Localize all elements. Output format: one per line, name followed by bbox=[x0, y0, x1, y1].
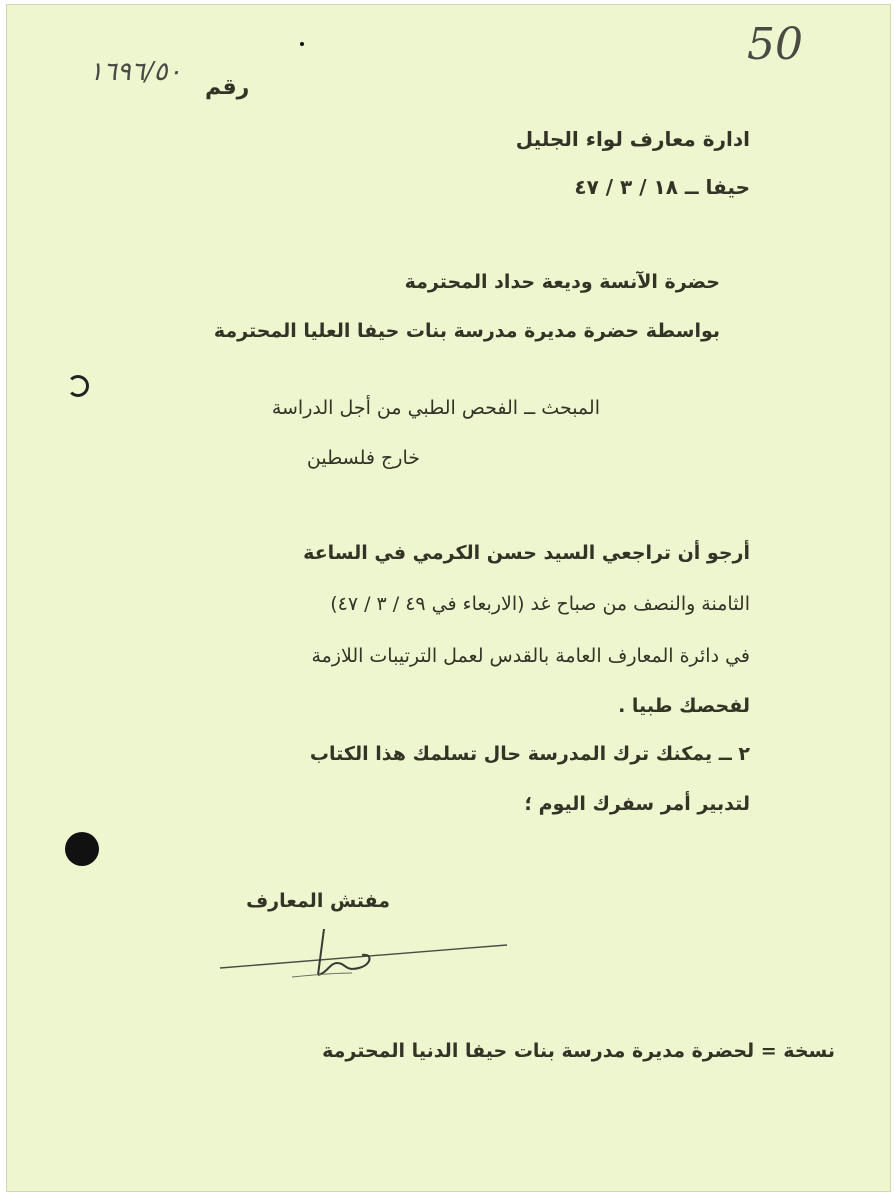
body-line-4: لفحصك طبيا . bbox=[618, 695, 750, 717]
body-line-3: في دائرة المعارف العامة بالقدس لعمل الترتيبات اللازمة bbox=[311, 645, 750, 667]
copy-to-line: نسخة = لحضرة مديرة مدرسة بنات حيفا الدنيا المحترمة bbox=[322, 1040, 835, 1062]
addressee-line-1: حضرة الآنسة وديعة حداد المحترمة bbox=[404, 271, 720, 293]
subject-line-2: خارج فلسطين bbox=[306, 447, 420, 469]
ink-speck bbox=[300, 42, 304, 46]
body-line-2: الثامنة والنصف من صباح غد (الاربعاء في ٤٩ / ٣ / ٤٧) bbox=[330, 593, 750, 615]
body-line-1: أرجو أن تراجعي السيد حسن الكرمي في الساعة bbox=[303, 542, 750, 564]
handwritten-signature bbox=[212, 923, 512, 983]
reference-label: رقم bbox=[205, 75, 250, 100]
body-line-6: لتدبير أمر سفرك اليوم ؛ bbox=[524, 793, 750, 815]
sender-office: ادارة معارف لواء الجليل bbox=[515, 127, 750, 151]
document-page bbox=[6, 4, 891, 1192]
punch-hole-top bbox=[67, 375, 89, 397]
body-line-5: ٢ ــ يمكنك ترك المدرسة حال تسلمك هذا الكتاب bbox=[309, 743, 750, 765]
subject-line-1: المبحث ــ الفحص الطبي من أجل الدراسة bbox=[271, 397, 600, 419]
signature-title: مفتش المعارف bbox=[246, 890, 390, 912]
page-number: 50 bbox=[747, 19, 803, 70]
addressee-line-2: بواسطة حضرة مديرة مدرسة بنات حيفا العليا المحترمة bbox=[213, 320, 720, 342]
punch-hole-bottom bbox=[65, 832, 99, 866]
reference-number: ١٦٩٦/٥٠ bbox=[89, 57, 182, 87]
place-date: حيفا ــ ١٨ / ٣ / ٤٧ bbox=[574, 175, 750, 199]
